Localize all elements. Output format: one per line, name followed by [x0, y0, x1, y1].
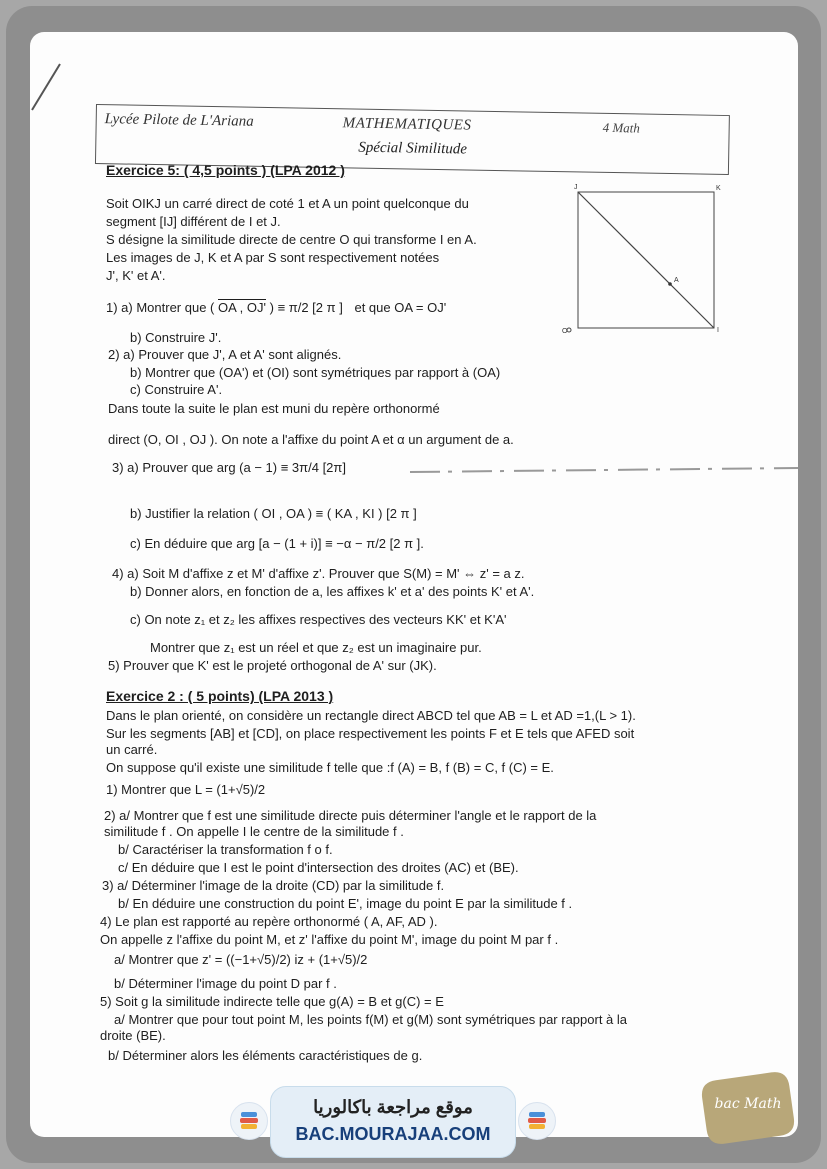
ex2-q2b: b/ Caractériser la transformation f o f. — [118, 842, 333, 857]
q3c: c) En déduire que arg [a − (1 + i)] ≡ −α − π/2 [2 π ]. — [130, 536, 424, 551]
ex1-intro-5: J', K' et A'. — [106, 268, 166, 283]
class-label: 4 Math — [602, 119, 640, 136]
ex2-q2a-2: similitude f . On appelle I le centre de la similitude f . — [104, 824, 404, 839]
label-k: K — [716, 185, 721, 192]
ex2-q5b: b/ Déterminer alors les éléments caractéristiques de g. — [108, 1048, 423, 1063]
q5: 5) Prouver que K' est le projeté orthogonal de A' sur (JK). — [108, 658, 437, 673]
q2a: 2) a) Prouver que J', A et A' sont alignés. — [108, 347, 342, 362]
bac-math-badge — [700, 1068, 796, 1148]
label-a: A — [674, 277, 679, 284]
q1b: b) Construire J'. — [130, 330, 222, 345]
site-name-arabic: موقع مراجعة باكالوريا — [313, 1097, 473, 1117]
label-j: J — [574, 184, 578, 191]
subtitle: Spécial Similitude — [358, 139, 468, 158]
point-o — [567, 328, 571, 332]
ex2-q4c: a/ Montrer que z' = ((−1+√5)/2) iz + (1+√5)/2 — [114, 952, 368, 967]
q4a: 4) a) Soit M d'affixe z et M' d'affixe z'. Prouver que S(M) = M' ⇔ z' = a z. — [112, 566, 525, 581]
site-logo-right — [518, 1102, 556, 1140]
ex2-q2c: c/ En déduire que I est le point d'intersection des droites (AC) et (BE). — [118, 860, 519, 875]
ex1-intro-4: Les images de J, K et A par S sont respectivement notées — [106, 250, 440, 265]
document-page — [30, 32, 798, 1137]
ex2-q5a-2: droite (BE). — [100, 1028, 166, 1043]
q4c: c) On note z₁ et z₂ les affixes respectives des vecteurs KK' et K'A' — [130, 612, 507, 627]
q1a-suffix: et que OA = OJ' — [354, 300, 447, 315]
site-banner[interactable] — [270, 1086, 516, 1158]
label-i: I — [717, 327, 719, 334]
site-logo-left — [230, 1102, 268, 1140]
ex1-intro-1: Soit OIKJ un carré direct de coté 1 et A un point quelconque du — [106, 196, 469, 211]
q4c-2: Montrer que z₁ est un réel et que z₂ est un imaginaire pur. — [150, 640, 482, 655]
q1a-prefix: 1) a) Montrer que ( — [106, 300, 215, 315]
ex1-intro-2: segment [IJ] différent de I et J. — [106, 214, 281, 229]
ex2-intro-3: un carré. — [106, 742, 158, 757]
q2c: c) Construire A'. — [130, 382, 223, 397]
exercise-2-title: Exercice 2 : ( 5 points) (LPA 2013 ) — [106, 688, 334, 704]
q1a-mid: ) ≡ π/2 [2 π ] — [269, 300, 343, 315]
ex2-q4b: On appelle z l'affixe du point M, et z' l'affixe du point M', image du point M par f . — [100, 932, 559, 947]
point-a — [668, 282, 672, 286]
ex2-q3a: 3) a/ Déterminer l'image de la droite (CD) par la similitude f. — [102, 878, 445, 893]
label-o: O — [562, 328, 568, 335]
ex2-intro-4: On suppose qu'il existe une similitude f telle que :f (A) = B, f (B) = C, f (C) = E. — [106, 760, 554, 775]
square-figure — [562, 180, 726, 340]
site-url[interactable]: BAC.MOURAJAA.COM — [295, 1124, 491, 1144]
exercise-5-title: Exercice 5: ( 4,5 points ) (LPA 2012 ) — [106, 162, 345, 178]
ex2-intro-2: Sur les segments [AB] et [CD], on place respectivement les points F et E tels que AFED soit — [106, 726, 635, 741]
q3b: b) Justifier la relation ( OI , OA ) ≡ ( KA , KI ) [2 π ] — [130, 506, 417, 521]
scan-streak — [410, 462, 800, 482]
ex2-q4d: b/ Déterminer l'image du point D par f . — [114, 976, 337, 991]
ex2-q5: 5) Soit g la similitude indirecte telle que g(A) = B et g(C) = E — [100, 994, 444, 1009]
ex2-intro-1: Dans le plan orienté, on considère un rectangle direct ABCD tel que AB = L et AD =1,(L > 1). — [106, 708, 636, 723]
ex2-q2a: 2) a/ Montrer que f est une similitude directe puis déterminer l'angle et le rapport de la — [104, 808, 597, 823]
q1a — [106, 300, 446, 316]
subject-title: MATHEMATIQUES — [342, 115, 472, 134]
ex2-q3b: b/ En déduire une construction du point E', image du point E par la similitude f . — [118, 896, 573, 911]
q1a-vectors: OA , OJ' — [218, 300, 266, 315]
ex2-q5a: a/ Montrer que pour tout point M, les points f(M) et g(M) sont symétriques par rapport à la — [114, 1012, 627, 1027]
ex2-q1: 1) Montrer que L = (1+√5)/2 — [106, 782, 266, 797]
q3a: 3) a) Prouver que arg (a − 1) ≡ 3π/4 [2π] — [112, 460, 346, 475]
school-name: Lycée Pilote de L'Ariana — [104, 111, 254, 130]
q2b: b) Montrer que (OA') et (OI) sont symétriques par rapport à (OA) — [130, 365, 501, 380]
segment-ij — [578, 192, 714, 328]
scan-artifact — [30, 62, 70, 122]
plane-statement: Dans toute la suite le plan est muni du repère orthonormé — [108, 401, 440, 416]
q4b: b) Donner alors, en fonction de a, les affixes k' et a' des points K' et A'. — [130, 584, 535, 599]
ex1-intro-3: S désigne la similitude directe de centre O qui transforme I en A. — [106, 232, 477, 247]
badge-text: bac Math — [714, 1096, 782, 1112]
plane-statement-2: direct (O, OI , OJ ). On note a l'affixe du point A et α un argument de a. — [108, 432, 514, 447]
ex2-q4: 4) Le plan est rapporté au repère orthonormé ( A, AF, AD ). — [100, 914, 438, 929]
